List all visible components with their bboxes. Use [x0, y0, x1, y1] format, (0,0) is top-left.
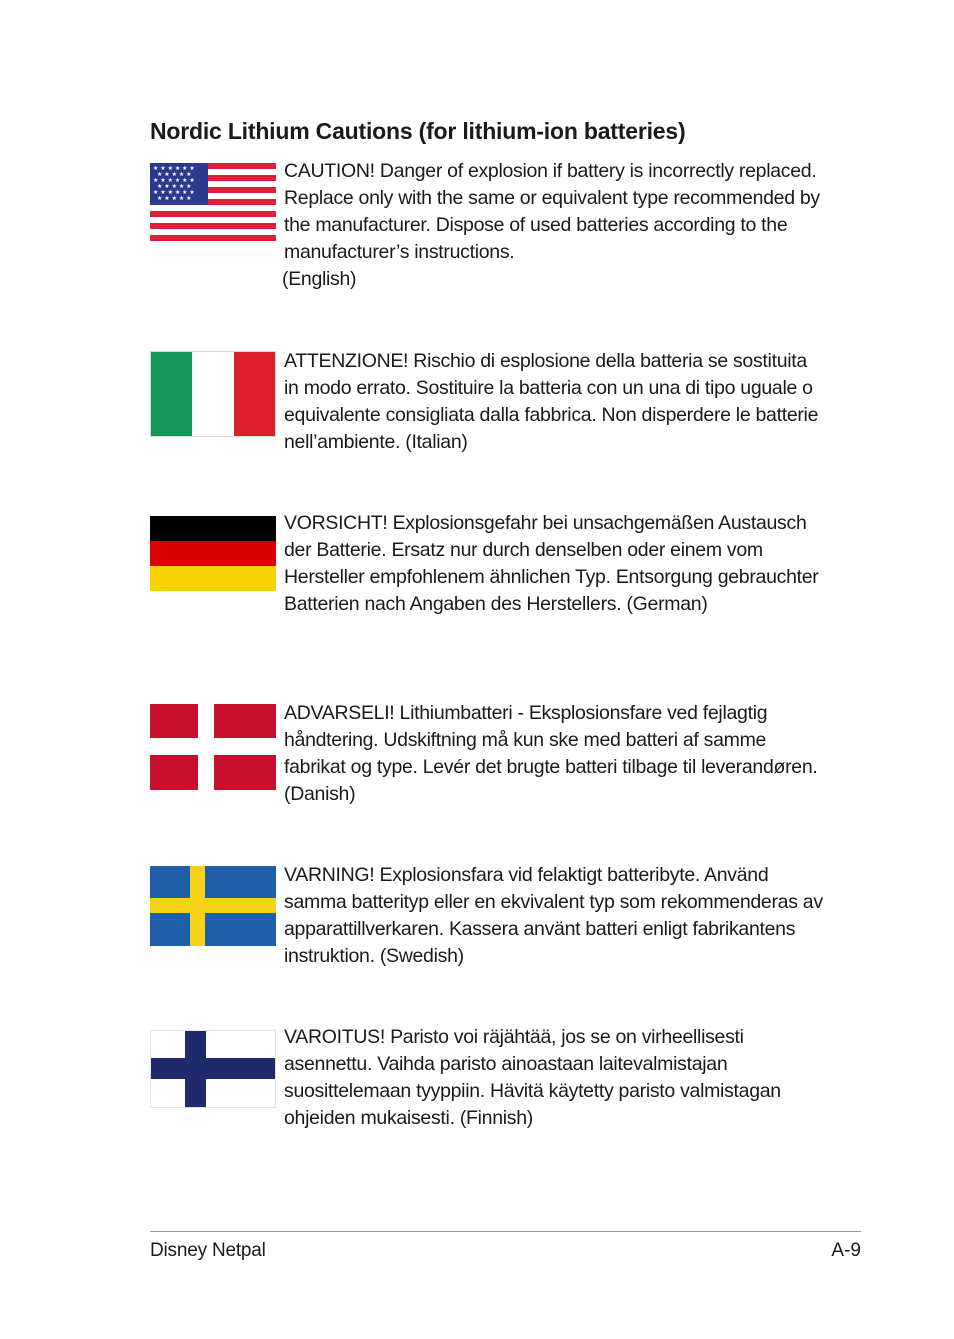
svg-text:★ ★ ★ ★ ★ ★: ★ ★ ★ ★ ★ ★: [153, 165, 195, 172]
svg-text:★ ★ ★ ★ ★ ★: ★ ★ ★ ★ ★ ★: [153, 189, 195, 196]
caution-text: [284, 158, 824, 293]
italy-flag-icon: [150, 351, 276, 437]
svg-text:★ ★ ★ ★ ★: ★ ★ ★ ★ ★: [157, 195, 192, 202]
footer-page-number: A-9: [831, 1240, 861, 1261]
denmark-flag-icon: [150, 704, 276, 790]
language-label: (Swedish): [379, 945, 464, 967]
svg-text:★ ★ ★ ★ ★: ★ ★ ★ ★ ★: [157, 183, 192, 190]
footer-divider: [150, 1231, 861, 1232]
caution-body: VARNING! Explosionsfara vid felaktigt batteribyte. Använd samma batterityp eller en ekvivalent typ som rekommenderas av apparattillverkaren. Kassera använt batteri enligt fabrikantens instruktion.: [284, 864, 823, 967]
finland-flag-icon: [150, 1030, 276, 1108]
footer-product-name: Disney Netpal: [150, 1240, 266, 1261]
svg-text:★ ★ ★ ★ ★: ★ ★ ★ ★ ★: [157, 171, 192, 178]
language-label: (Danish): [284, 783, 356, 805]
svg-text:★ ★ ★ ★ ★ ★: ★ ★ ★ ★ ★ ★: [153, 177, 195, 184]
language-label: (German): [626, 593, 708, 615]
sweden-flag-icon: [150, 866, 276, 946]
language-label: (Finnish): [459, 1107, 533, 1129]
caution-body: VAROITUS! Paristo voi räjähtää, jos se on virheellisesti asennettu. Vaihda paristo ainoastaan laitevalmistajan suosittelemaan tyyppiin. Hävitä käytetty paristo valmistagan ohjeiden mukaisesti.: [284, 1026, 781, 1129]
caution-body: ADVARSELI! Lithiumbatteri - Eksplosionsfare ved fejlagtig håndtering. Udskiftning må kun ske med batteri af samme fabrikat og type. Levér det brugte batteri tilbage til leverandøren.: [284, 702, 818, 778]
germany-flag-icon: [150, 516, 276, 591]
caution-text: [284, 348, 824, 456]
language-label: (Italian): [405, 431, 468, 453]
caution-body: VORSICHT! Explosionsgefahr bei unsachgemäßen Austausch der Batterie. Ersatz nur durch denselben oder einem vom Hersteller empfohlenem ähnlichen Typ. Entsorgung gebrauchter Batterien nach Angaben des Herstellers.: [284, 512, 819, 615]
caution-text: [284, 700, 824, 808]
caution-text: [284, 862, 824, 970]
caution-text: [284, 510, 824, 618]
caution-text: [284, 1024, 824, 1132]
us-flag-icon: [150, 163, 276, 241]
caution-body: ATTENZIONE! Rischio di esplosione della batteria se sostituita in modo errato. Sostituire la batteria con un una di tipo uguale o equivalente consigliata dalla fabbrica. Non disperdere le batterie nell’ambiente.: [284, 350, 819, 453]
page-title: Nordic Lithium Cautions (for lithium-ion batteries): [150, 118, 686, 144]
caution-body: CAUTION! Danger of explosion if battery is incorrectly replaced. Replace only with the same or equivalent type recommended by the manufacturer. Dispose of used batteries according to the manufacturer’s instructions.: [284, 160, 820, 263]
language-label: (English): [282, 268, 357, 290]
